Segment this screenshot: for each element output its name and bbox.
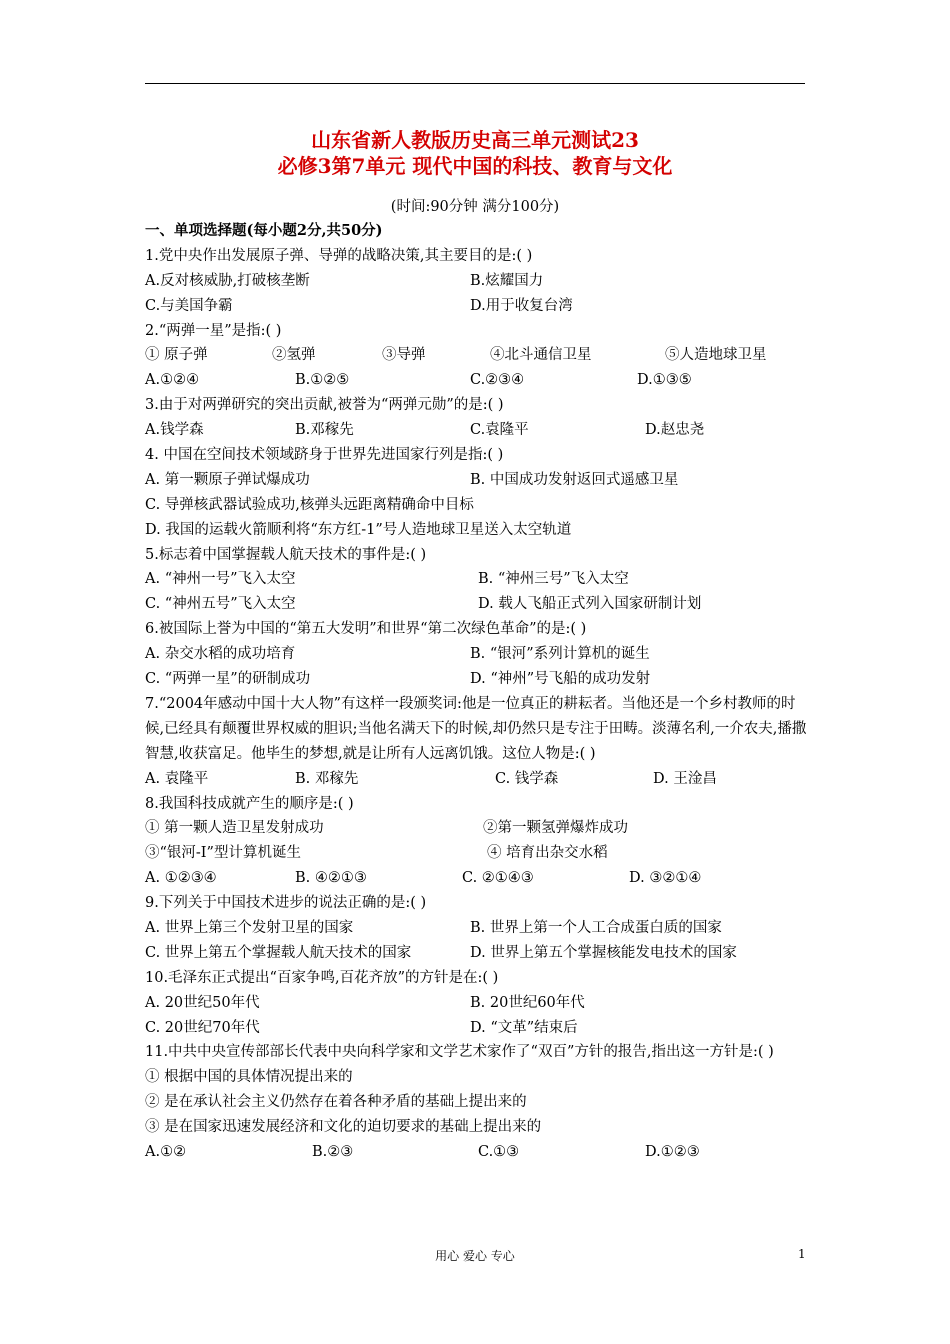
question-stem: 3.由于对两弹研究的突出贡献,被誉为“两弹元勋”的是:( ) <box>145 397 504 414</box>
option: A. 第一颗原子弹试爆成功 <box>145 471 310 488</box>
sub-item: ① 原子弹 <box>145 347 208 364</box>
question-stem: 9.下列关于中国技术进步的说法正确的是:( ) <box>145 895 427 912</box>
option: C.袁隆平 <box>470 422 529 439</box>
option-row <box>145 916 807 941</box>
sub-item-row <box>145 816 807 841</box>
sub-item: ③导弹 <box>382 347 426 364</box>
option: D. “文革”结束后 <box>470 1019 578 1036</box>
question-stem: 1.党中央作出发展原子弹、导弹的战略决策,其主要目的是:( ) <box>145 247 533 264</box>
option-row <box>145 866 807 891</box>
option: A. “神州一号”飞入太空 <box>145 571 296 588</box>
time-info: (时间:90分钟 满分100分) <box>390 199 560 215</box>
option: D.①③⑤ <box>637 372 692 389</box>
option: D. 王淦昌 <box>653 770 717 787</box>
option-row <box>145 468 807 493</box>
option: D. 世界上第五个掌握核能发电技术的国家 <box>470 944 737 961</box>
option: B.炫耀国力 <box>470 272 544 289</box>
option-row <box>145 991 807 1016</box>
option-row <box>145 1016 807 1041</box>
option: A. 20世纪50年代 <box>145 994 260 1011</box>
option-row <box>145 294 807 319</box>
option: D. 我国的运载火箭顺利将“东方红-1”号人造地球卫星送入太空轨道 <box>145 521 572 538</box>
sub-item: ⑤人造地球卫星 <box>665 347 767 364</box>
sub-item: ② 是在承认社会主义仍然存在着各种矛盾的基础上提出来的 <box>145 1094 527 1111</box>
option: C. 钱学森 <box>495 770 559 787</box>
question-stem: 7.“2004年感动中国十大人物”有这样一段颁奖词:他是一位真正的耕耘者。当他还是一个乡村教师的时候,已经具有颠覆世界权威的胆识;当他名满天下的时候,却仍然只是专注于田畴。淡薄名利,一介农夫,播撒智慧,收获富足。他毕生的梦想,就是让所有人远离饥饿。这位人物是:( ) <box>145 695 807 762</box>
option: B. 邓稼先 <box>295 770 359 787</box>
option: C. 世界上第五个掌握载人航天技术的国家 <box>145 944 412 961</box>
option: C. ②①④③ <box>462 870 534 887</box>
sub-item: ②氢弹 <box>272 347 316 364</box>
question-stem: 5.标志着中国掌握载人航天技术的事件是:( ) <box>145 546 427 563</box>
question-stem: 10.毛泽东正式提出“百家争鸣,百花齐放”的方针是在:( ) <box>145 969 499 986</box>
option-row <box>145 1140 807 1165</box>
option: D.用于收复台湾 <box>470 297 573 314</box>
option: C.②③④ <box>470 372 525 389</box>
option-row <box>145 941 807 966</box>
sub-item: ① 根据中国的具体情况提出来的 <box>145 1069 353 1086</box>
option: D.①②③ <box>645 1144 700 1161</box>
question-stem: 8.我国科技成就产生的顺序是:( ) <box>145 795 354 812</box>
question-stem: 4. 中国在空间技术领域跻身于世界先进国家行列是指:( ) <box>145 447 504 464</box>
question-body <box>145 219 807 1165</box>
page-number: 1 <box>798 1247 806 1261</box>
option: B. “银河”系列计算机的诞生 <box>470 646 650 663</box>
sub-item: ③“银河-I”型计算机诞生 <box>145 845 301 862</box>
option: C. 20世纪70年代 <box>145 1019 260 1036</box>
option: A.①②④ <box>145 372 200 389</box>
sub-item-row <box>145 343 807 368</box>
option: B. ④②①③ <box>295 870 367 887</box>
option-row <box>145 567 807 592</box>
option: A. ①②③④ <box>145 870 217 887</box>
option: B.①②⑤ <box>295 372 350 389</box>
option-row <box>145 418 807 443</box>
option: A.钱学森 <box>145 422 204 439</box>
sub-item: ④北斗通信卫星 <box>490 347 592 364</box>
sub-item: ① 第一颗人造卫星发射成功 <box>145 820 324 837</box>
option: D. 载人飞船正式列入国家研制计划 <box>478 596 702 613</box>
option: A. 袁隆平 <box>145 770 209 787</box>
option: D. ③②①④ <box>629 870 702 887</box>
option-row <box>145 592 807 617</box>
option: B. 中国成功发射返回式遥感卫星 <box>470 471 679 488</box>
title-line-1: 山东省新人教版历史高三单元测试23 <box>311 128 639 152</box>
footer-text: 用心 爱心 专心 <box>435 1249 515 1263</box>
option: D.赵忠尧 <box>645 422 705 439</box>
option: C. 导弹核武器试验成功,核弹头远距离精确命中目标 <box>145 496 474 513</box>
section-heading: 一、单项选择题(每小题2分,共50分) <box>145 222 383 239</box>
sub-item: ④ 培育出杂交水稻 <box>487 845 608 862</box>
option: C.与美国争霸 <box>145 297 233 314</box>
sub-item: ③ 是在国家迅速发展经济和文化的迫切要求的基础上提出来的 <box>145 1119 542 1136</box>
option: D. “神州”号飞船的成功发射 <box>470 671 651 688</box>
option-row <box>145 269 807 294</box>
option: B.②③ <box>312 1144 354 1161</box>
option: B. 世界上第一个人工合成蛋白质的国家 <box>470 919 722 936</box>
title-line-2: 必修3第7单元 现代中国的科技、教育与文化 <box>277 154 673 178</box>
option-row <box>145 642 807 667</box>
option: C.①③ <box>478 1144 520 1161</box>
option: A. 世界上第三个发射卫星的国家 <box>145 919 354 936</box>
option: B. “神州三号”飞入太空 <box>478 571 629 588</box>
option: A. 杂交水稻的成功培育 <box>145 646 296 663</box>
option: B.邓稼先 <box>295 422 354 439</box>
option-row <box>145 368 807 393</box>
option-row <box>145 667 807 692</box>
option: B. 20世纪60年代 <box>470 994 585 1011</box>
question-stem: 11.中共中央宣传部部长代表中央向科学家和文学艺术家作了“双百”方针的报告,指出这一方针是:( ) <box>145 1044 774 1061</box>
question-stem: 6.被国际上誉为中国的“第五大发明”和世界“第二次绿色革命”的是:( ) <box>145 621 587 638</box>
option: A.反对核威胁,打破核垄断 <box>145 272 310 289</box>
question-stem: 2.“两弹一星”是指:( ) <box>145 322 282 339</box>
option-row <box>145 767 807 792</box>
option: C. “神州五号”飞入太空 <box>145 596 296 613</box>
option: A.①② <box>145 1144 187 1161</box>
option: C. “两弹一星”的研制成功 <box>145 671 311 688</box>
sub-item: ②第一颗氢弹爆炸成功 <box>483 820 628 837</box>
sub-item-row <box>145 841 807 866</box>
top-rule <box>145 83 805 84</box>
